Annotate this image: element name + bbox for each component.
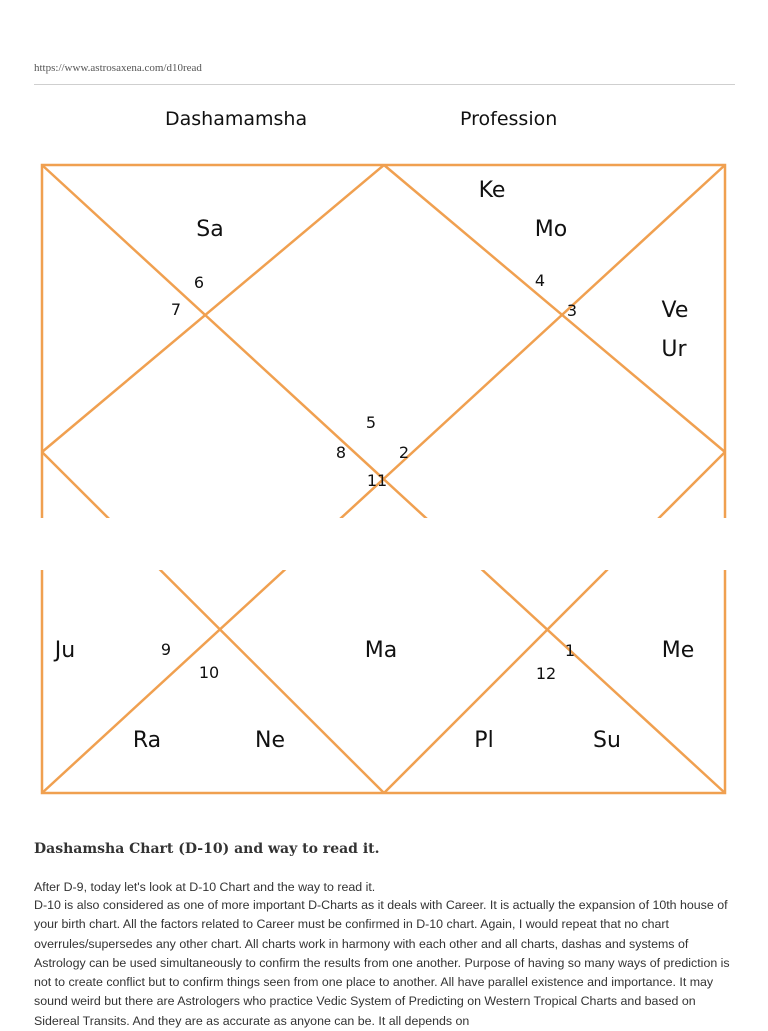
house-5: 5 xyxy=(365,413,377,432)
planet-me: Me xyxy=(661,638,695,663)
chart-title-dashamamsha: Dashamamsha xyxy=(165,108,308,130)
planet-ur: Ur xyxy=(661,337,687,362)
house-2: 2 xyxy=(398,443,410,462)
article-intro: After D-9, today let's look at D-10 Chart and the way to read it. xyxy=(34,880,376,894)
planet-sa: Sa xyxy=(196,217,224,242)
planet-ve: Ve xyxy=(661,298,689,323)
house-7: 7 xyxy=(170,300,182,319)
house-3: 3 xyxy=(566,301,578,320)
planet-pl: Pl xyxy=(474,728,494,753)
diamond-bottom-right xyxy=(384,452,725,793)
page-url: https://www.astrosaxena.com/d10read xyxy=(34,62,202,74)
planet-su: Su xyxy=(593,728,621,753)
planet-ju: Ju xyxy=(54,638,76,663)
diamond-top-left xyxy=(42,165,384,452)
chart-title-profession: Profession xyxy=(460,108,558,130)
planet-ke: Ke xyxy=(478,178,506,203)
diamond-bottom-left xyxy=(42,452,384,793)
house-12: 12 xyxy=(535,664,557,683)
house-11: 11 xyxy=(366,471,388,490)
house-9: 9 xyxy=(160,640,172,659)
planet-ra: Ra xyxy=(132,728,162,753)
house-8: 8 xyxy=(335,443,347,462)
article-title: Dashamsha Chart (D-10) and way to read it. xyxy=(34,841,380,857)
planet-mo: Mo xyxy=(534,217,568,242)
house-10: 10 xyxy=(198,663,220,682)
house-6: 6 xyxy=(193,273,205,292)
chart-page-gap xyxy=(38,518,732,570)
planet-ma: Ma xyxy=(364,638,398,663)
planet-ne: Ne xyxy=(255,728,285,753)
house-4: 4 xyxy=(534,271,546,290)
house-1: 1 xyxy=(564,641,576,660)
article-body: D-10 is also considered as one of more important D-Charts as it deals with Career. It is actually the expansion of 10th house of your birth chart. All the factors related to Career must be confirmed in D-10 chart. Again, I would repeat that no chart overrules/supersedes any other chart. All charts work in harmony with each other and all charts, dashas and systems of Astrology can be used simultaneously to confirm the results from one another. Purpose of having so many ways of prediction is not to create conflict but to confirm things seen from one place to another. All have parallel existence and importance. It may sound weird but there are Astrologers who practice Vedic System of Predicting on Western Tropical Charts and based on Sidereal Transits. And they are as accurate as anyone can be. It all depends on xyxy=(34,898,730,1028)
